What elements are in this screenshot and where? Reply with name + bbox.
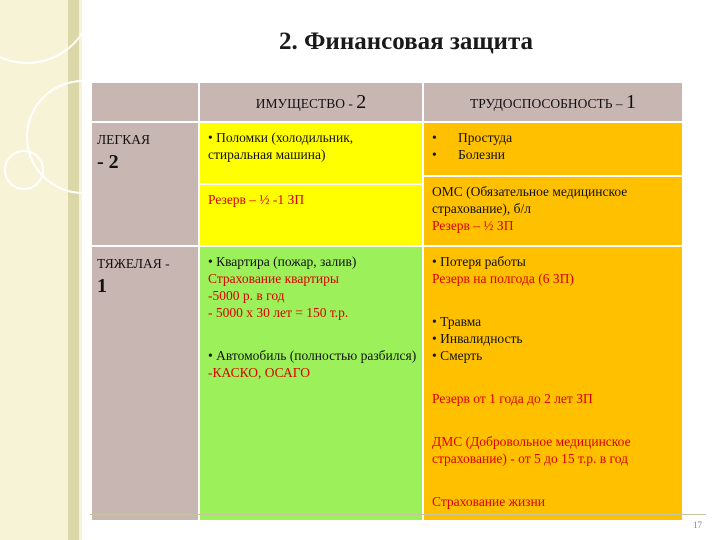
heavy-work-item1: • Потеря работы <box>432 254 526 269</box>
heavy-work-dms: ДМС (Добровольное медицинское страхование) - от 5 до 15 т.р. в год <box>432 434 631 466</box>
heavy-property-detail: Страхование квартиры <box>208 271 339 286</box>
row-heavy-label: ТЯЖЕЛАЯ - <box>97 256 170 271</box>
cell-heavy-work <box>423 246 683 521</box>
cell-heavy-property <box>199 246 423 521</box>
heavy-work-life-insurance: Страхование жизни <box>432 494 545 509</box>
light-work-oms: ОМС (Обязательное медицинское страхование), б/л <box>432 184 628 216</box>
heavy-work-item: • Травма <box>432 314 482 329</box>
light-work-item-text: Простуда <box>458 130 513 145</box>
light-work-item <box>432 146 678 163</box>
page-number: 17 <box>693 520 702 530</box>
header-work-label: ТРУДОСПОСОБНОСТЬ <box>469 96 613 111</box>
light-work-item <box>432 129 678 146</box>
row-light-label: ЛЕГКАЯ <box>97 132 150 147</box>
heavy-property-item2-detail: -КАСКО, ОСАГО <box>208 365 310 380</box>
bullet: • <box>432 147 437 162</box>
decorative-circle <box>4 150 44 190</box>
cell-light-work <box>423 122 683 246</box>
light-property-reserve: Резерв – ½ -1 ЗП <box>208 192 305 207</box>
heavy-work-reserve: Резерв от 1 года до 2 лет ЗП <box>432 391 593 406</box>
heavy-property-item1: • Квартира (пожар, залив) <box>208 254 357 269</box>
header-property-sep: - <box>344 96 357 111</box>
row-heavy <box>91 246 199 521</box>
slide-title: 2. Финансовая защита <box>278 28 534 55</box>
footer-rule <box>90 514 706 515</box>
heavy-property-item2: • Автомобиль (полностью разбился) <box>208 348 417 363</box>
heavy-work-item: • Инвалидность <box>432 331 523 346</box>
light-work-reserve: Резерв – ½ ЗП <box>432 218 514 233</box>
bullet: • <box>432 130 437 145</box>
heavy-work-item: • Смерть <box>432 348 483 363</box>
header-property-label: ИМУЩЕСТВО <box>255 96 345 111</box>
header-work-num: 1 <box>626 91 637 113</box>
heavy-work-item1-reserve: Резерв на полгода (6 ЗП) <box>432 271 574 286</box>
row-light <box>91 122 199 246</box>
header-property <box>199 82 423 122</box>
cell-light-property <box>199 122 423 246</box>
row-heavy-num: 1 <box>97 275 107 297</box>
row-light-num: - 2 <box>97 151 119 173</box>
header-empty-cell <box>91 82 199 122</box>
header-property-num: 2 <box>356 91 367 113</box>
header-work-sep: – <box>612 96 627 111</box>
heavy-property-detail: -5000 р. в год <box>208 288 285 303</box>
light-property-item: • Поломки (холодильник, стиральная машина) <box>208 130 354 162</box>
header-work-capacity <box>423 82 683 122</box>
heavy-property-detail: - 5000 х 30 лет = 150 т.р. <box>208 305 349 320</box>
financial-protection-table <box>90 81 684 522</box>
light-work-item-text: Болезни <box>458 147 505 162</box>
